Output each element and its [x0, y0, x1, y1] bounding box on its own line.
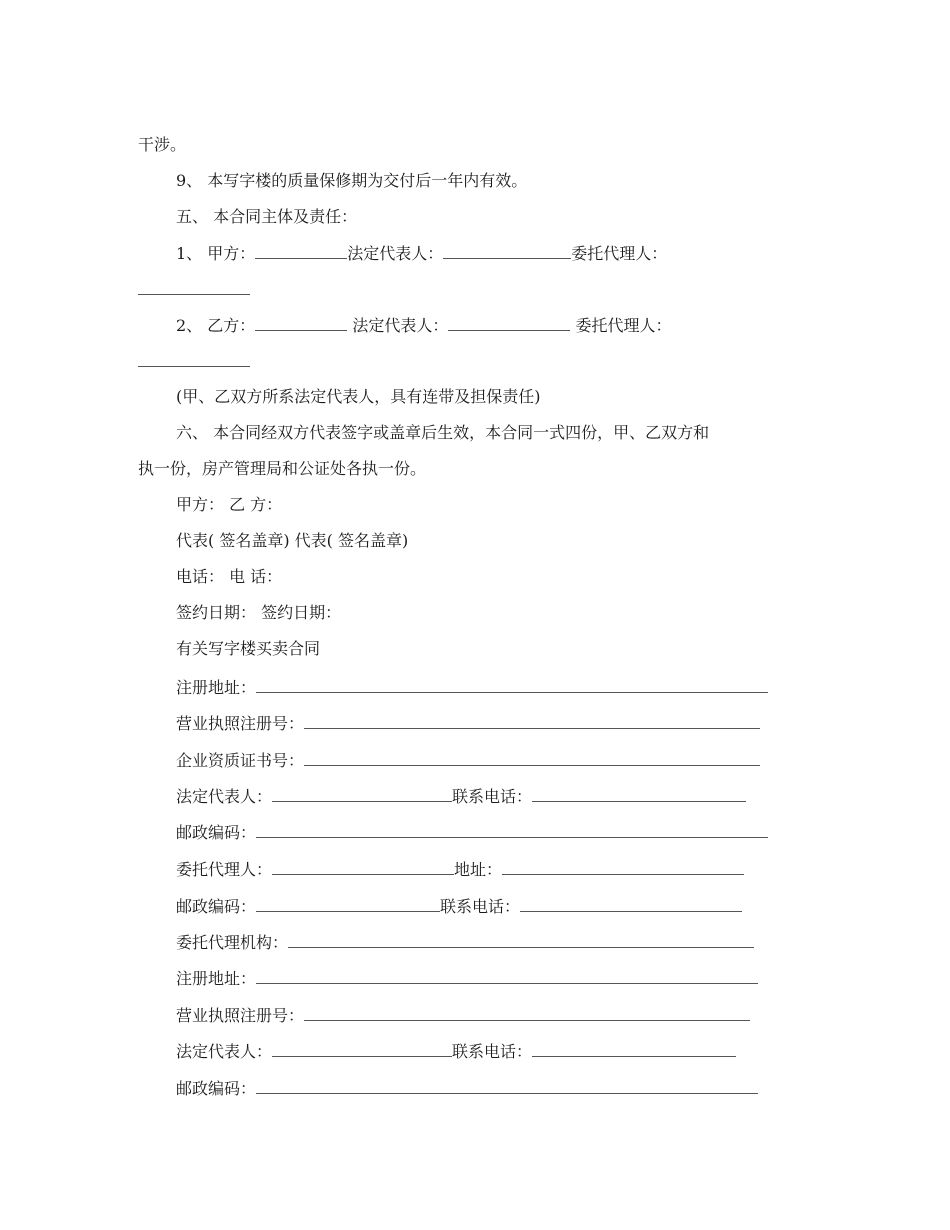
blank-line [532, 1041, 736, 1057]
blank-line [443, 243, 571, 259]
section-heading: 五、 本合同主体及责任： [176, 207, 358, 226]
party-b-line: 2、 乙方： 法定代表人： 委托代理人： [176, 316, 672, 335]
signature-line: 电话： 电 话： [176, 567, 283, 586]
signature-line: 签约日期： 签约日期： [176, 603, 342, 622]
blank-line [520, 896, 742, 912]
form-field: 注册地址： [176, 677, 768, 698]
blank-line [532, 786, 746, 802]
party-a-line: 1、 甲方： 法定代表人： 委托代理人： [176, 244, 668, 263]
blank-line [256, 1078, 758, 1094]
blank-line [255, 315, 347, 331]
form-field: 委托代理人： 地址： [176, 859, 744, 880]
blank-line [304, 750, 760, 766]
form-field: 邮政编码： [176, 1078, 758, 1099]
blank-line [272, 859, 454, 875]
blank-line [256, 677, 768, 693]
form-field: 注册地址： [176, 968, 758, 989]
blank-line [502, 859, 744, 875]
blank-line [256, 968, 758, 984]
form-field: 邮政编码： 联系电话： [176, 896, 742, 917]
form-field: 委托代理机构： [176, 932, 754, 953]
text-line: 干涉。 [138, 135, 187, 154]
blank-line [304, 713, 760, 729]
blank-line [138, 279, 250, 295]
blank-line [256, 822, 768, 838]
form-field: 法定代表人： 联系电话： [176, 786, 746, 807]
form-field: 营业执照注册号： [176, 713, 760, 734]
text-line: 执一份，房产管理局和公证处各执一份。 [138, 459, 427, 478]
form-field: 企业资质证书号： [176, 750, 760, 771]
signature-line: 甲方： 乙 方： [176, 495, 283, 514]
form-field: 营业执照注册号： [176, 1005, 750, 1026]
signature-line: 代表( 签名盖章) 代表( 签名盖章) [176, 531, 409, 550]
text-line [138, 351, 250, 372]
blank-line [138, 351, 250, 367]
blank-line [304, 1005, 750, 1021]
text-line: 9、 本写字楼的质量保修期为交付后一年内有效。 [176, 171, 528, 190]
text-line: (甲、乙双方所系法定代表人，具有连带及担保责任) [176, 387, 541, 406]
text-line: 六、 本合同经双方代表签字或盖章后生效，本合同一式四份，甲、乙双方和 [176, 423, 710, 442]
blank-line [255, 243, 347, 259]
blank-line [288, 932, 754, 948]
blank-line [448, 315, 570, 331]
contract-title: 有关写字楼买卖合同 [176, 639, 321, 658]
blank-line [256, 896, 440, 912]
blank-line [272, 1041, 452, 1057]
form-field: 邮政编码： [176, 822, 768, 843]
text-line [138, 279, 250, 300]
blank-line [272, 786, 452, 802]
form-field: 法定代表人： 联系电话： [176, 1041, 736, 1062]
